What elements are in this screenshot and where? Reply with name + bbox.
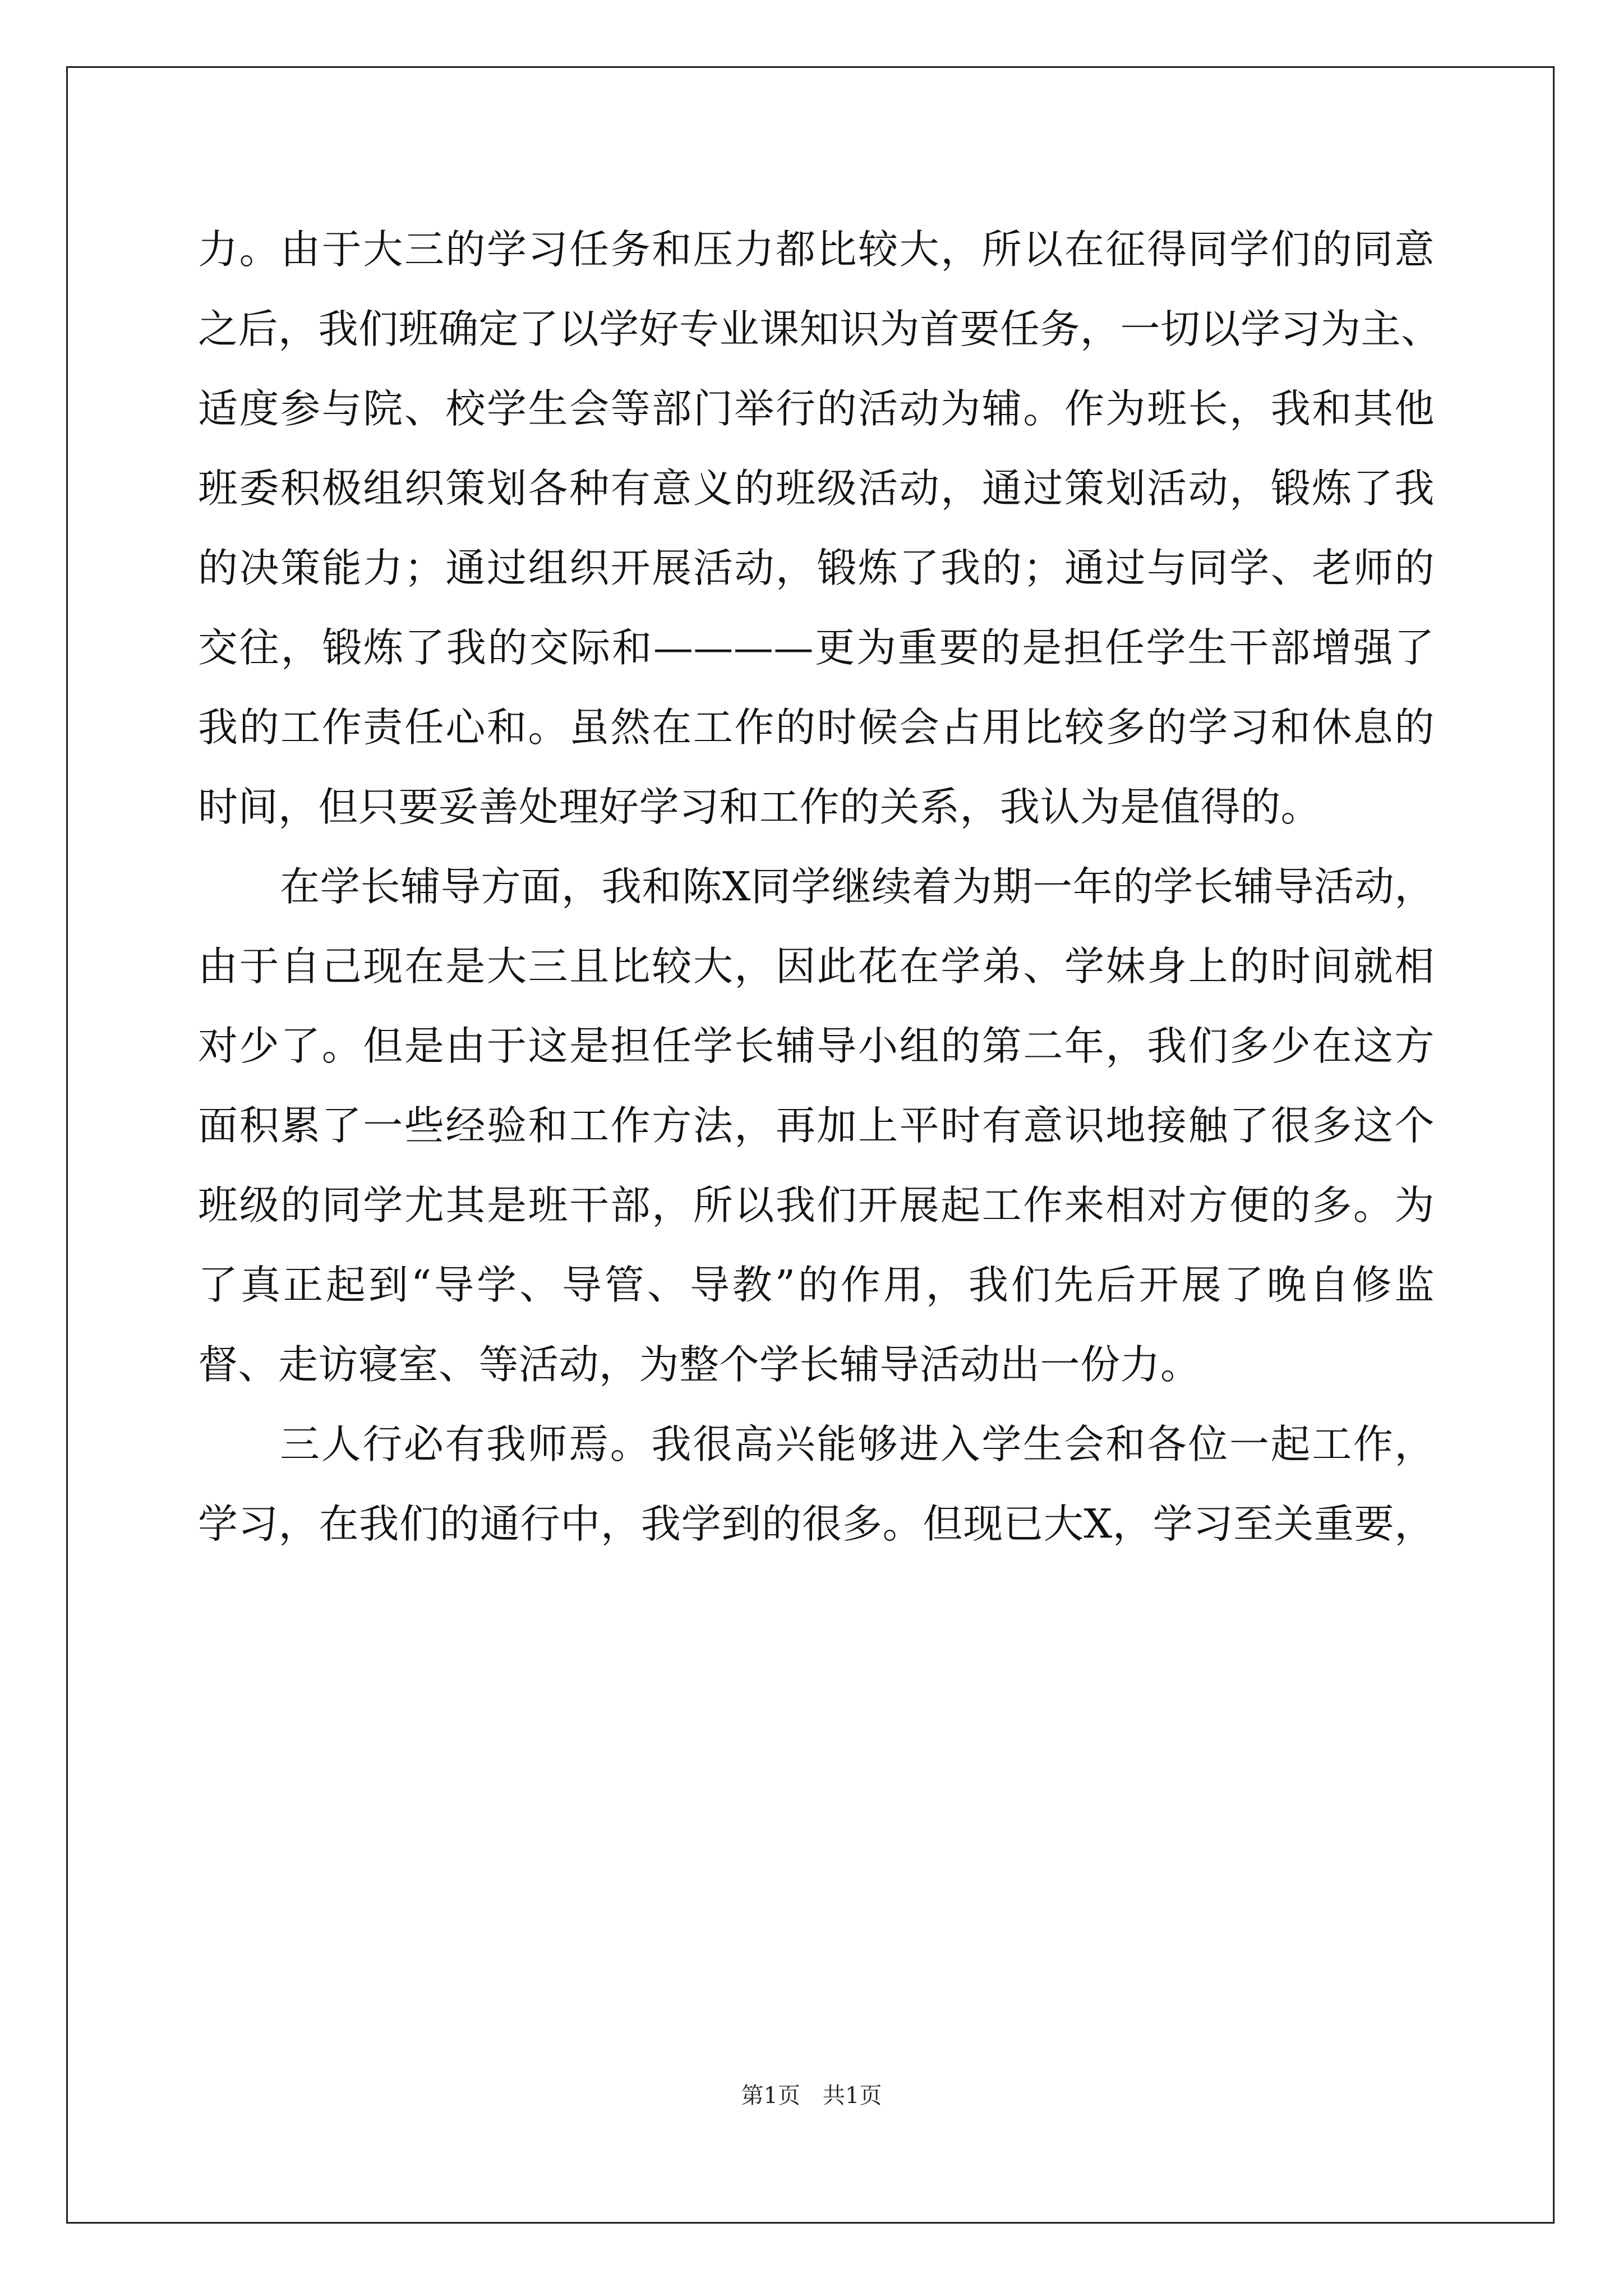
paragraph-first-line: 在学长辅导方面，我和陈X同学继续着为期一年的学长辅导活动， (280, 863, 1435, 910)
paragraph-line: 力。由于大三的学习任务和压力都比较大，所以在征得同学们的同意 (198, 226, 1435, 273)
paragraph-line: 班级的同学尤其是班干部，所以我们开展起工作来相对方便的多。为 (198, 1182, 1435, 1228)
paragraph-line: 时间，但只要妥善处理好学习和工作的关系，我认为是值得的。 (198, 784, 1321, 830)
paragraph-line: 我的工作责任心和。虽然在工作的时候会占用比较多的学习和休息的 (198, 704, 1435, 751)
paragraph-line: 对少了。但是由于这是担任学长辅导小组的第二年，我们多少在这方 (198, 1023, 1435, 1069)
paragraph-line: 督、走访寝室、等活动，为整个学长辅导活动出一份力。 (198, 1341, 1201, 1388)
paragraph-line: 之后，我们班确定了以学好专业课知识为首要任务，一切以学习为主、 (198, 306, 1441, 352)
page-footer: 第1页 共1页 (741, 2083, 882, 2109)
paragraph-line: 学习，在我们的通行中，我学到的很多。但现已大X，学习至关重要， (198, 1501, 1435, 1547)
paragraph-line: 由于自己现在是大三且比较大，因此花在学弟、学妹身上的时间就相 (198, 943, 1435, 990)
paragraph-line: 交往，锻炼了我的交际和————更为重要的是担任学生干部增强了 (198, 624, 1435, 671)
paragraph-line: 了真正起到“导学、导管、导教”的作用，我们先后开展了晚自修监 (198, 1262, 1435, 1308)
paragraph-line: 面积累了一些经验和工作方法，再加上平时有意识地接触了很多这个 (198, 1102, 1435, 1149)
paragraph-line: 的决策能力；通过组织开展活动，锻炼了我的；通过与同学、老师的 (198, 545, 1435, 591)
paragraph-line: 班委积极组织策划各种有意义的班级活动，通过策划活动，锻炼了我 (198, 465, 1435, 512)
paragraph-line: 适度参与院、校学生会等部门举行的活动为辅。作为班长，我和其他 (198, 385, 1435, 432)
paragraph-first-line: 三人行必有我师焉。我很高兴能够进入学生会和各位一起工作， (280, 1421, 1435, 1467)
